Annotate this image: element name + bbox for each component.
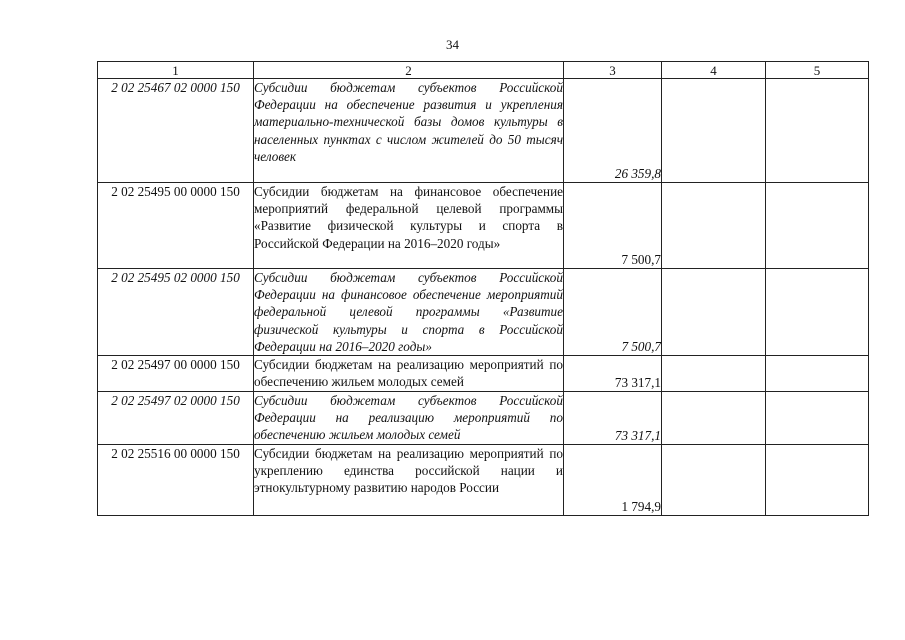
column-4-cell bbox=[662, 356, 766, 392]
column-number-row bbox=[98, 62, 869, 79]
amount-value: 7 500,7 bbox=[564, 269, 662, 356]
column-5-cell bbox=[766, 183, 869, 269]
amount-value: 26 359,8 bbox=[564, 79, 662, 183]
column-4-cell bbox=[662, 392, 766, 445]
subsidy-name: Субсидии бюджетам субъектов Российской Федерации на финансовое обеспечение мероприятий федеральной целевой программы «Развитие физической культуры и спорта в Российской Федерации на 2016–2020 годы» bbox=[254, 270, 563, 354]
table-row bbox=[98, 183, 869, 269]
column-header-5: 5 bbox=[766, 62, 869, 79]
table-row bbox=[98, 392, 869, 445]
table-row bbox=[98, 269, 869, 356]
column-5-cell bbox=[766, 269, 869, 356]
budget-code: 2 02 25516 00 0000 150 bbox=[98, 445, 254, 516]
column-4-cell bbox=[662, 183, 766, 269]
amount-value: 7 500,7 bbox=[564, 183, 662, 269]
budget-code: 2 02 25497 00 0000 150 bbox=[98, 356, 254, 392]
column-5-cell bbox=[766, 356, 869, 392]
amount-value: 73 317,1 bbox=[564, 392, 662, 445]
table-row bbox=[98, 79, 869, 183]
column-5-cell bbox=[766, 392, 869, 445]
column-5-cell bbox=[766, 445, 869, 516]
subsidy-name: Субсидии бюджетам субъектов Российской Федерации на обеспечение развития и укрепления материально-технической базы домов культуры в населенных пунктах с числом жителей до 50 тысяч человек bbox=[254, 79, 564, 183]
column-5-cell bbox=[766, 79, 869, 183]
page-number: 34 bbox=[446, 37, 459, 52]
subsidy-name: Субсидии бюджетам на финансовое обеспечение мероприятий федеральной целевой программы «Развитие физической культуры и спорта в Российской Федерации на 2016–2020 годы» bbox=[254, 183, 564, 269]
budget-code: 2 02 25495 02 0000 150 bbox=[98, 269, 254, 356]
column-header-3: 3 bbox=[564, 62, 662, 79]
amount-value: 1 794,9 bbox=[564, 445, 662, 516]
budget-code: 2 02 25497 02 0000 150 bbox=[98, 392, 254, 445]
column-4-cell bbox=[662, 269, 766, 356]
budget-table bbox=[97, 61, 869, 516]
column-4-cell bbox=[662, 445, 766, 516]
column-header-4: 4 bbox=[662, 62, 766, 79]
table-row bbox=[98, 356, 869, 392]
subsidy-name: Субсидии бюджетам на реализацию мероприятий по обеспечению жильем молодых семей bbox=[254, 356, 564, 392]
column-4-cell bbox=[662, 79, 766, 183]
budget-code: 2 02 25495 00 0000 150 bbox=[98, 183, 254, 269]
column-header-2: 2 bbox=[254, 62, 564, 79]
subsidy-name: Субсидии бюджетам субъектов Российской Федерации на реализацию мероприятий по обеспечению жильем молодых семей bbox=[254, 392, 564, 445]
budget-code: 2 02 25467 02 0000 150 bbox=[98, 79, 254, 183]
column-header-1: 1 bbox=[98, 62, 254, 79]
table-row bbox=[98, 445, 869, 516]
subsidy-name: Субсидии бюджетам на реализацию мероприятий по укреплению единства российской нации и этнокультурному развитию народов России bbox=[254, 445, 564, 516]
amount-value: 73 317,1 bbox=[564, 356, 662, 392]
